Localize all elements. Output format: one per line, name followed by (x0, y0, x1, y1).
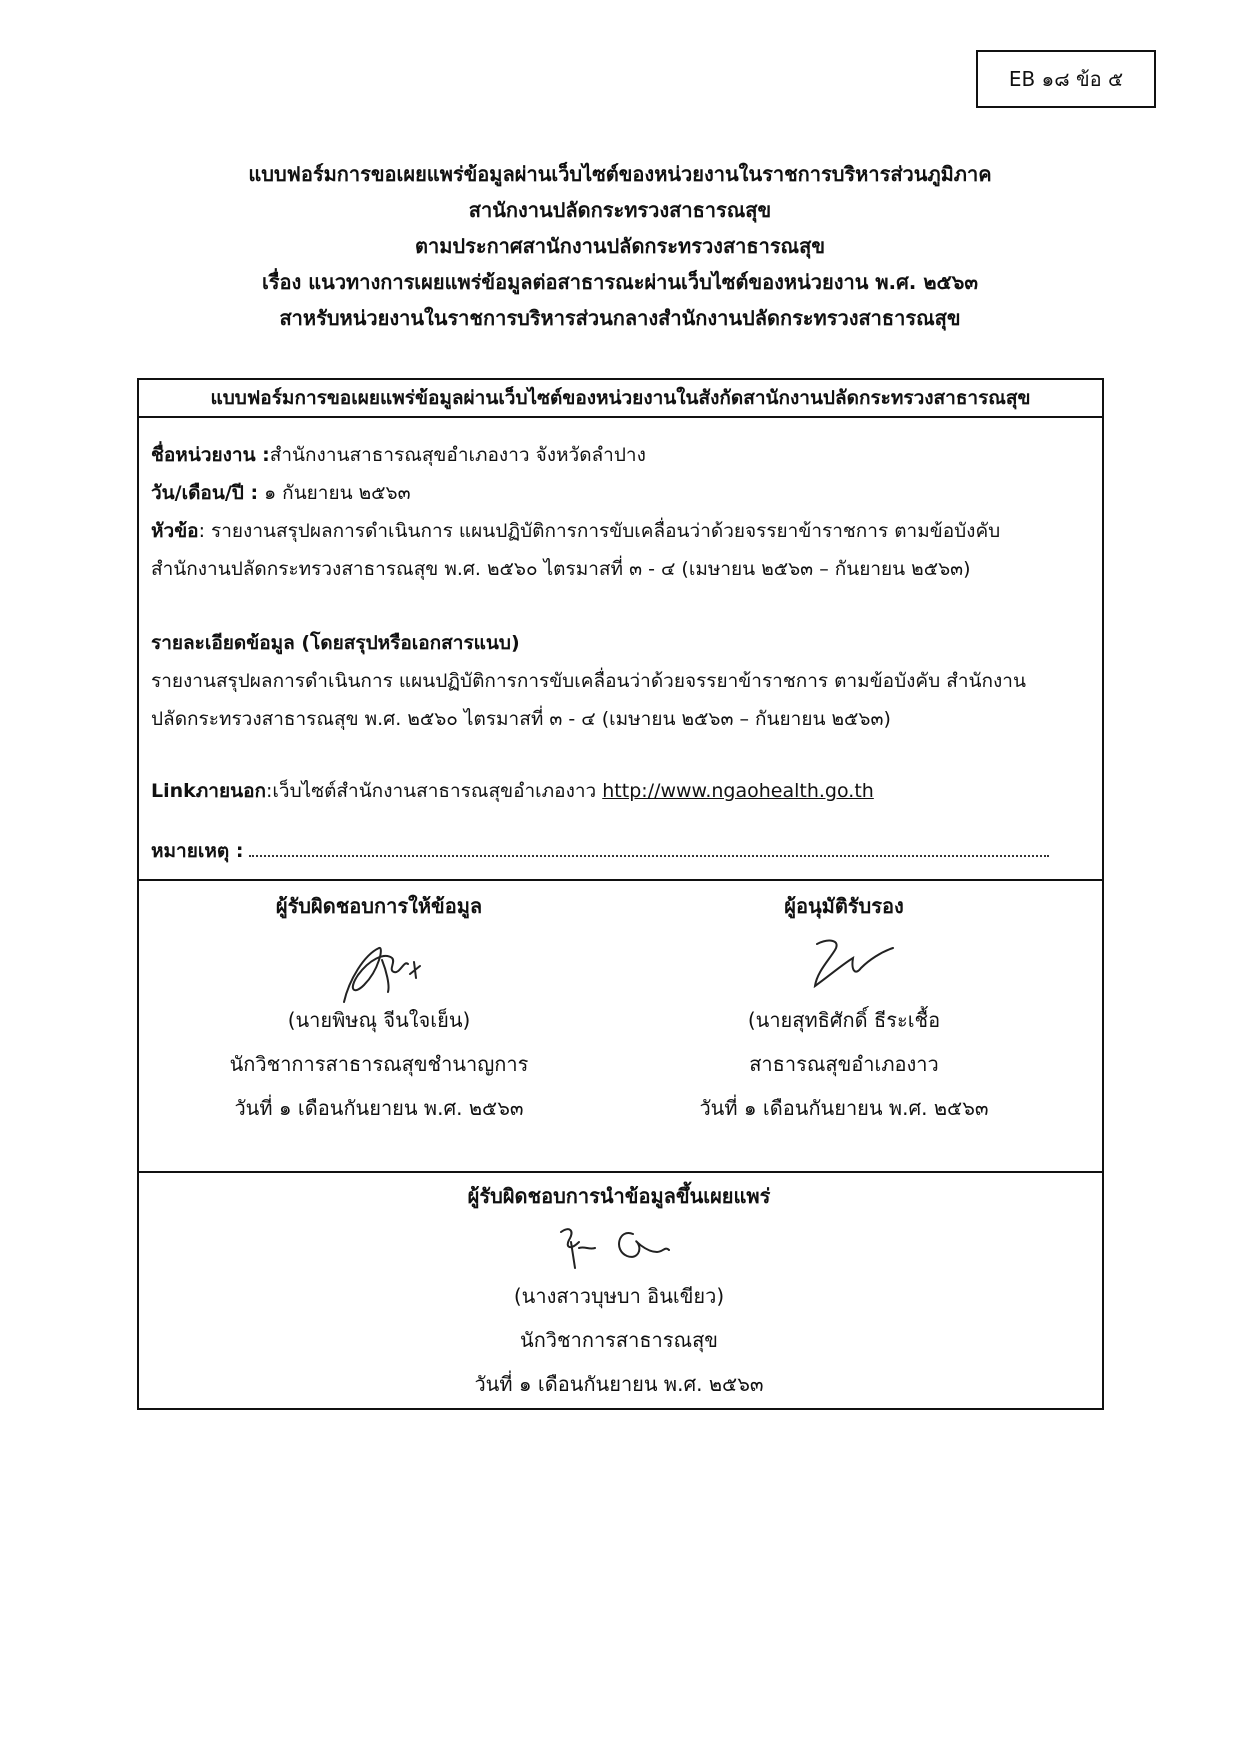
section-divider-2 (139, 1171, 1102, 1173)
heading-line-3: ตามประกาศสานักงานปลัดกระทรวงสาธารณสุข (414, 234, 825, 258)
publisher-signature-block (419, 1174, 819, 1404)
provider-title: ผู้รับผิดชอบการให้ข้อมูล (275, 894, 483, 918)
section-divider (139, 879, 1102, 881)
agency-value: สำนักงานสาธารณสุขอำเภองาว จังหวัดลำปาง (269, 444, 646, 466)
detail-line-1: รายงานสรุปผลการดำเนินการ แผนปฏิบัติการการขับเคลื่อนว่าด้วยจรรยาข้าราชการ ตามข้อบังคับ สำนักงาน (151, 670, 1026, 692)
approver-date: วันที่ ๑ เดือนกันยายน พ.ศ. ๒๕๖๓ (699, 1096, 989, 1120)
heading-line-2: สานักงานปลัดกระทรวงสาธารณสุข (468, 198, 772, 222)
agency-label: ชื่อหน่วยงาน : (151, 444, 270, 466)
heading-line-1: แบบฟอร์มการขอเผยแพร่ข้อมูลผ่านเว็บไซต์ของหน่วยงานในราชการบริหารส่วนภูมิภาค (248, 162, 992, 186)
agency-row (151, 440, 646, 470)
approver-signature-block (674, 882, 1014, 1142)
subject-line-1: : รายงานสรุปผลการดำเนินการ แผนปฏิบัติการการขับเคลื่อนว่าด้วยจรรยาข้าราชการ ตามข้อบังคับ (198, 520, 1001, 542)
heading-line-5: สาหรับหน่วยงานในราชการบริหารส่วนกลางสำนักงานปลัดกระทรวงสาธารณสุข (279, 306, 961, 330)
date-value: ๑ กันยายน ๒๕๖๓ (258, 482, 411, 504)
link-row (151, 776, 874, 806)
publisher-name: (นางสาวบุษบา อินเขียว) (513, 1284, 725, 1308)
provider-date: วันที่ ๑ เดือนกันยายน พ.ศ. ๒๕๖๓ (234, 1096, 524, 1120)
subject-line-2: สำนักงานปลัดกระทรวงสาธารณสุข พ.ศ. ๒๕๖๐ ไตรมาสที่ ๓ - ๔ (เมษายน ๒๕๖๓ – กันยายน ๒๕๖๓) (151, 558, 971, 580)
document-code: EB ๑๘ ข้อ ๕ (1008, 67, 1124, 91)
note-row (151, 836, 1049, 866)
note-label: หมายเหตุ : (151, 840, 244, 862)
website-link[interactable]: http://www.ngaohealth.go.th (602, 780, 874, 802)
approver-position: สาธารณสุขอำเภองาว (749, 1052, 939, 1076)
publisher-title: ผู้รับผิดชอบการนำข้อมูลขึ้นเผยแพร่ (467, 1184, 771, 1208)
link-text: :เว็บไซต์สำนักงานสาธารณสุขอำเภองาว (266, 780, 603, 802)
link-label: Linkภายนอก (151, 780, 267, 802)
detail-line-2: ปลัดกระทรวงสาธารณสุข พ.ศ. ๒๕๖๐ ไตรมาสที่ ๓ - ๔ (เมษายน ๒๕๖๓ – กันยายน ๒๕๖๓) (151, 708, 891, 730)
publisher-date: วันที่ ๑ เดือนกันยายน พ.ศ. ๒๕๖๓ (474, 1372, 764, 1396)
document-heading (120, 156, 1120, 336)
date-row (151, 478, 411, 508)
publisher-signature-image (549, 1212, 689, 1276)
note-dotted-line (249, 841, 1049, 857)
request-form (137, 378, 1104, 1410)
approver-title: ผู้อนุมัติรับรอง (784, 894, 904, 918)
approver-signature-image (799, 930, 899, 1000)
provider-signature-block (229, 882, 529, 1142)
publisher-position: นักวิชาการสาธารณสุข (520, 1328, 718, 1352)
heading-line-4: เรื่อง แนวทางการเผยแพร่ข้อมูลต่อสาธารณะผ่านเว็บไซต์ของหน่วยงาน พ.ศ. ๒๕๖๓ (261, 270, 979, 294)
form-title: แบบฟอร์มการขอเผยแพร่ข้อมูลผ่านเว็บไซต์ของหน่วยงานในสังกัดสานักงานปลัดกระทรวงสาธารณสุข (139, 380, 1102, 418)
provider-position: นักวิชาการสาธารณสุขชำนาญการ (229, 1052, 529, 1076)
provider-signature-image (324, 930, 444, 1010)
date-label: วัน/เดือน/ปี : (151, 482, 259, 504)
subject-row (151, 516, 1000, 546)
document-code-box (976, 50, 1156, 108)
provider-name: (นายพิษณุ จีนใจเย็น) (287, 1008, 471, 1032)
subject-label: หัวข้อ (151, 520, 199, 542)
detail-label: รายละเอียดข้อมูล (โดยสรุปหรือเอกสารแนบ) (151, 632, 520, 654)
approver-name: (นายสุทธิศักดิ์ ธีระเชื้อ (747, 1008, 941, 1032)
